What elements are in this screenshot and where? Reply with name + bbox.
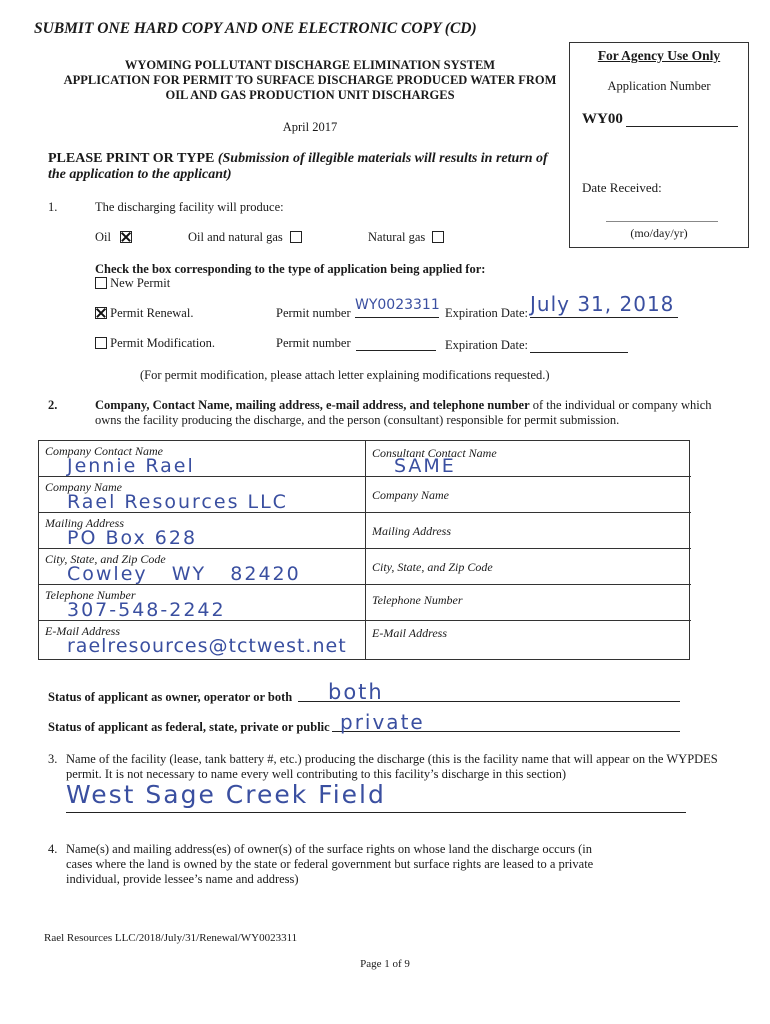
q1-text: The discharging facility will produce: — [95, 200, 284, 214]
print-instructions — [48, 151, 563, 183]
facility-name-field[interactable]: West Sage Creek Field — [66, 780, 686, 813]
modification-note: (For permit modification, please attach letter explaining modifications requested.) — [140, 368, 550, 382]
q3-text-line2: permit. It is not necessary to name every well contributing to this facility’s discharge in this section) — [66, 767, 566, 781]
q2-text-bold: Company, Contact Name, mailing address, e-mail address, and telephone number — [95, 398, 530, 412]
telephone-value[interactable]: 307-548-2242 — [67, 599, 226, 621]
renewal-checkbox[interactable] — [95, 307, 107, 319]
gas-checkbox[interactable] — [432, 231, 444, 243]
print-type-label: PLEASE PRINT OR TYPE — [48, 151, 215, 166]
form-date: April 2017 — [282, 120, 338, 134]
q2-text — [95, 398, 735, 428]
file-reference: Rael Resources LLC/2018/July/31/Renewal/WY0023311 — [44, 932, 298, 944]
renewal-label: Permit Renewal. — [110, 306, 194, 320]
permit-number-field-2[interactable] — [356, 350, 436, 351]
permit-number-field[interactable]: WY0023311 — [355, 297, 439, 318]
new-permit-checkbox[interactable] — [95, 277, 107, 289]
agency-use-box — [569, 42, 749, 248]
q2-text-rest: of the individual or company which — [529, 398, 712, 412]
contact-table — [38, 440, 690, 660]
q4-text-line1: Name(s) and mailing address(es) of owner(s) of the surface rights on whose land the discharge occurs (in — [66, 842, 592, 856]
application-number-field[interactable] — [626, 126, 738, 127]
consultant-company-name-cell[interactable] — [365, 477, 691, 513]
consultant-mailing-address-cell[interactable] — [365, 513, 691, 549]
q3-text — [66, 752, 746, 782]
email-label: E-Mail Address — [45, 624, 120, 638]
expiration-date-field[interactable]: July 31, 2018 — [530, 292, 678, 318]
company-name-value[interactable]: Rael Resources LLC — [67, 491, 288, 513]
city-state-zip-value[interactable]: Cowley WY 82420 — [67, 563, 301, 585]
oil-gas-checkbox[interactable] — [290, 231, 302, 243]
q3-text-line1: Name of the facility (lease, tank battery #, etc.) producing the discharge (this is the facility name that will appear on the WYPDES — [66, 752, 718, 766]
new-permit-label: New Permit — [110, 276, 171, 290]
oil-gas-option[interactable] — [188, 230, 302, 245]
oil-gas-label: Oil and natural gas — [188, 230, 283, 244]
consultant-company-name-label: Company Name — [372, 488, 449, 502]
status-owner-label: Status of applicant as owner, operator or both — [48, 690, 293, 704]
date-received-field[interactable] — [606, 221, 718, 222]
print-note: (Submission of illegible materials will results in return of — [217, 151, 548, 166]
consultant-city-state-zip-cell[interactable] — [365, 549, 691, 585]
page-number: Page 1 of 9 — [360, 958, 410, 970]
status-owner-field[interactable]: both — [298, 680, 680, 702]
modification-option[interactable] — [95, 336, 215, 351]
form-title-line3: OIL AND GAS PRODUCTION UNIT DISCHARGES — [165, 88, 455, 102]
q4-number: 4. — [48, 842, 58, 856]
q2-text-line2: owns the facility producing the discharge, and the person (consultant) responsible for permit submission. — [95, 413, 620, 427]
permit-number-label-2: Permit number — [276, 336, 351, 350]
application-type-heading: Check the box corresponding to the type of application being applied for: — [95, 262, 486, 276]
form-title-line1: WYOMING POLLUTANT DISCHARGE ELIMINATION SYSTEM — [124, 58, 496, 72]
print-note-line2: the application to the applicant) — [48, 167, 232, 182]
date-received-label: Date Received: — [582, 180, 662, 195]
company-name-label: Company Name — [45, 480, 122, 494]
mailing-address-value[interactable]: PO Box 628 — [67, 527, 198, 549]
q4-text-line3: individual, provide lessee’s name and address) — [66, 872, 299, 886]
company-contact-name-cell[interactable] — [39, 441, 365, 477]
consultant-telephone-cell[interactable] — [365, 585, 691, 621]
company-name-cell[interactable] — [39, 477, 365, 513]
consultant-telephone-label: Telephone Number — [372, 593, 463, 607]
telephone-label: Telephone Number — [45, 588, 136, 602]
q4-text-line2: cases where the land is owned by the state or federal government but surface rights are leased to a private — [66, 857, 594, 871]
company-contact-name-label: Company Contact Name — [45, 444, 163, 458]
consultant-mailing-address-label: Mailing Address — [372, 524, 452, 538]
expiration-label-2: Expiration Date: — [445, 338, 528, 352]
new-permit-option[interactable] — [95, 276, 170, 291]
modification-checkbox[interactable] — [95, 337, 107, 349]
expiration-date-field-2[interactable] — [530, 352, 628, 353]
form-title-line2: APPLICATION FOR PERMIT TO SURFACE DISCHARGE PRODUCED WATER FROM — [63, 73, 557, 87]
consultant-email-cell[interactable] — [365, 621, 691, 659]
agency-heading: For Agency Use Only — [597, 48, 721, 63]
consultant-email-label: E-Mail Address — [372, 626, 447, 640]
gas-option[interactable] — [368, 230, 444, 245]
gas-label: Natural gas — [368, 230, 426, 244]
city-state-zip-label: City, State, and Zip Code — [45, 552, 166, 566]
oil-option[interactable] — [95, 230, 132, 245]
oil-checkbox[interactable] — [120, 231, 132, 243]
q4-text — [66, 842, 746, 887]
status-fed-label: Status of applicant as federal, state, private or public — [48, 720, 330, 734]
email-value[interactable]: raelresources@tctwest.net — [67, 635, 347, 657]
email-cell[interactable] — [39, 621, 365, 659]
renewal-option[interactable] — [95, 306, 193, 321]
expiration-label: Expiration Date: — [445, 306, 528, 320]
q1-number: 1. — [48, 200, 58, 214]
oil-label: Oil — [95, 230, 111, 244]
consultant-contact-name-value[interactable]: SAME — [394, 455, 456, 477]
submit-note: SUBMIT ONE HARD COPY AND ONE ELECTRONIC COPY (CD) — [34, 20, 477, 37]
date-format-hint: (mo/day/yr) — [630, 226, 688, 240]
modification-label: Permit Modification. — [110, 336, 215, 350]
consultant-contact-name-cell[interactable] — [365, 441, 691, 477]
consultant-contact-name-label: Consultant Contact Name — [372, 446, 497, 460]
permit-number-label: Permit number — [276, 306, 351, 320]
mailing-address-cell[interactable] — [39, 513, 365, 549]
q2-number: 2. — [48, 398, 58, 412]
city-state-zip-cell[interactable] — [39, 549, 365, 585]
q3-number: 3. — [48, 752, 58, 766]
application-number-prefix: WY00 — [582, 111, 623, 127]
form-title — [50, 58, 570, 103]
status-fed-field[interactable]: private — [332, 710, 680, 732]
application-number-label: Application Number — [607, 79, 711, 93]
company-contact-name-value[interactable]: Jennie Rael — [67, 455, 195, 477]
telephone-cell[interactable] — [39, 585, 365, 621]
mailing-address-label: Mailing Address — [45, 516, 125, 530]
consultant-city-state-zip-label: City, State, and Zip Code — [372, 560, 493, 574]
